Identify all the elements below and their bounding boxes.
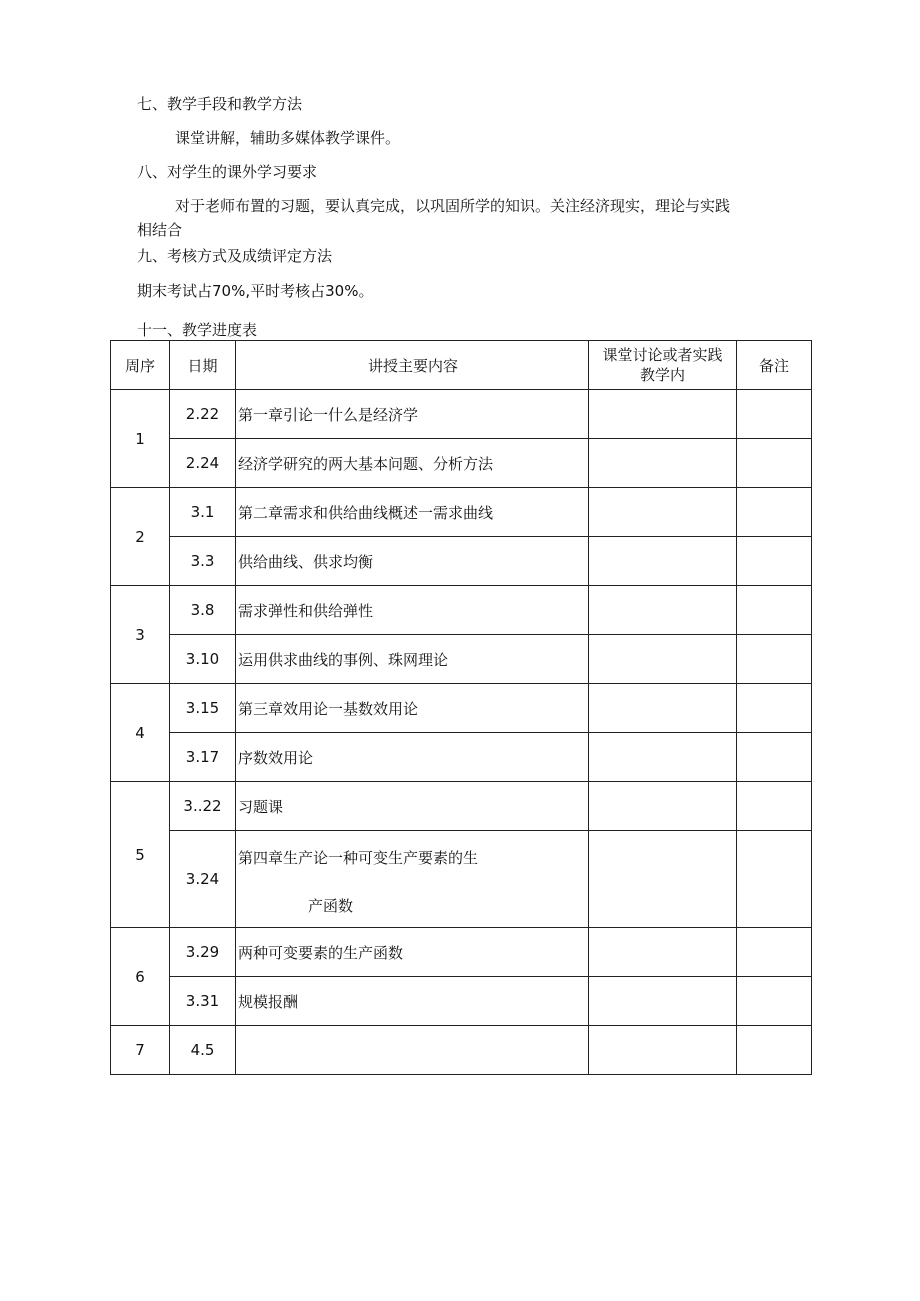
date-cell: 2.22 [170, 390, 236, 439]
discussion-cell [589, 977, 737, 1026]
table-row [111, 977, 812, 1026]
note-cell [737, 831, 812, 928]
content-cell: 需求弹性和供给弹性 [236, 586, 589, 635]
discussion-cell [589, 928, 737, 977]
table-row [111, 586, 812, 635]
discussion-cell [589, 390, 737, 439]
note-cell [737, 586, 812, 635]
week-cell: 7 [111, 1026, 170, 1075]
table-row [111, 831, 812, 928]
note-cell [737, 977, 812, 1026]
discussion-cell [589, 586, 737, 635]
date-cell: 3.15 [170, 684, 236, 733]
table-row [111, 537, 812, 586]
date-cell: 3.31 [170, 977, 236, 1026]
date-cell: 3.17 [170, 733, 236, 782]
week-cell: 1 [111, 390, 170, 488]
note-cell [737, 928, 812, 977]
week-cell: 2 [111, 488, 170, 586]
note-cell [737, 733, 812, 782]
date-cell: 3.10 [170, 635, 236, 684]
header-note: 备注 [737, 341, 812, 390]
header-content: 讲授主要内容 [236, 341, 589, 390]
content-cell: 第二章需求和供给曲线概述一需求曲线 [236, 488, 589, 537]
week-cell: 5 [111, 782, 170, 928]
date-cell: 3.29 [170, 928, 236, 977]
content-cell: 第三章效用论一基数效用论 [236, 684, 589, 733]
discussion-cell [589, 782, 737, 831]
note-cell [737, 439, 812, 488]
table-header-row [111, 341, 812, 390]
discussion-cell [589, 635, 737, 684]
content-cell [236, 1026, 589, 1075]
discussion-cell [589, 1026, 737, 1075]
header-discussion [589, 341, 737, 390]
content-cell: 供给曲线、供求均衡 [236, 537, 589, 586]
note-cell [737, 488, 812, 537]
discussion-cell [589, 488, 737, 537]
date-cell: 3.1 [170, 488, 236, 537]
section-8-body-line-1: 对于老师布置的习题，要认真完成，以巩固所学的知识。关注经济现实，理论与实践 [175, 197, 731, 215]
table-row [111, 439, 812, 488]
teaching-schedule-table [110, 340, 812, 1075]
content-cell: 运用供求曲线的事例、珠网理论 [236, 635, 589, 684]
date-cell: 3.3 [170, 537, 236, 586]
section-11-title: 十一、教学进度表 [137, 321, 258, 339]
table-row [111, 928, 812, 977]
note-cell [737, 390, 812, 439]
week-cell: 3 [111, 586, 170, 684]
note-cell [737, 782, 812, 831]
content-cell: 第一章引论一什么是经济学 [236, 390, 589, 439]
table-row [111, 782, 812, 831]
section-7-title: 七、教学手段和教学方法 [137, 95, 303, 113]
table-row [111, 390, 812, 439]
content-line-1: 第四章生产论一种可变生产要素的生 [238, 849, 479, 867]
content-cell: 经济学研究的两大基本问题、分析方法 [236, 439, 589, 488]
header-discussion-line-1: 课堂讨论或者实践 [602, 346, 723, 364]
table-row [111, 1026, 812, 1075]
section-8-title: 八、对学生的课外学习要求 [137, 163, 318, 181]
header-date: 日期 [170, 341, 236, 390]
content-cell [236, 831, 589, 928]
date-cell: 3..22 [170, 782, 236, 831]
date-cell: 3.8 [170, 586, 236, 635]
content-line-2: 产函数 [308, 897, 354, 915]
content-cell: 序数效用论 [236, 733, 589, 782]
section-9-body: 期末考试占70%,平时考核占30%。 [137, 282, 374, 300]
header-discussion-line-2: 教学内 [639, 366, 685, 384]
discussion-cell [589, 439, 737, 488]
table-row [111, 733, 812, 782]
table-row [111, 635, 812, 684]
week-cell: 4 [111, 684, 170, 782]
week-cell: 6 [111, 928, 170, 1026]
table-row [111, 488, 812, 537]
date-cell: 2.24 [170, 439, 236, 488]
discussion-cell [589, 684, 737, 733]
section-8-body-line-2: 相结合 [137, 221, 183, 239]
note-cell [737, 635, 812, 684]
section-7-body: 课堂讲解，辅助多媒体教学课件。 [175, 129, 401, 147]
date-cell: 3.24 [170, 831, 236, 928]
content-cell: 习题课 [236, 782, 589, 831]
discussion-cell [589, 537, 737, 586]
header-week: 周序 [111, 341, 170, 390]
content-cell: 两种可变要素的生产函数 [236, 928, 589, 977]
table-row [111, 684, 812, 733]
note-cell [737, 537, 812, 586]
date-cell: 4.5 [170, 1026, 236, 1075]
section-9-title: 九、考核方式及成绩评定方法 [137, 247, 333, 265]
discussion-cell [589, 831, 737, 928]
discussion-cell [589, 733, 737, 782]
note-cell [737, 1026, 812, 1075]
content-cell: 规模报酬 [236, 977, 589, 1026]
note-cell [737, 684, 812, 733]
